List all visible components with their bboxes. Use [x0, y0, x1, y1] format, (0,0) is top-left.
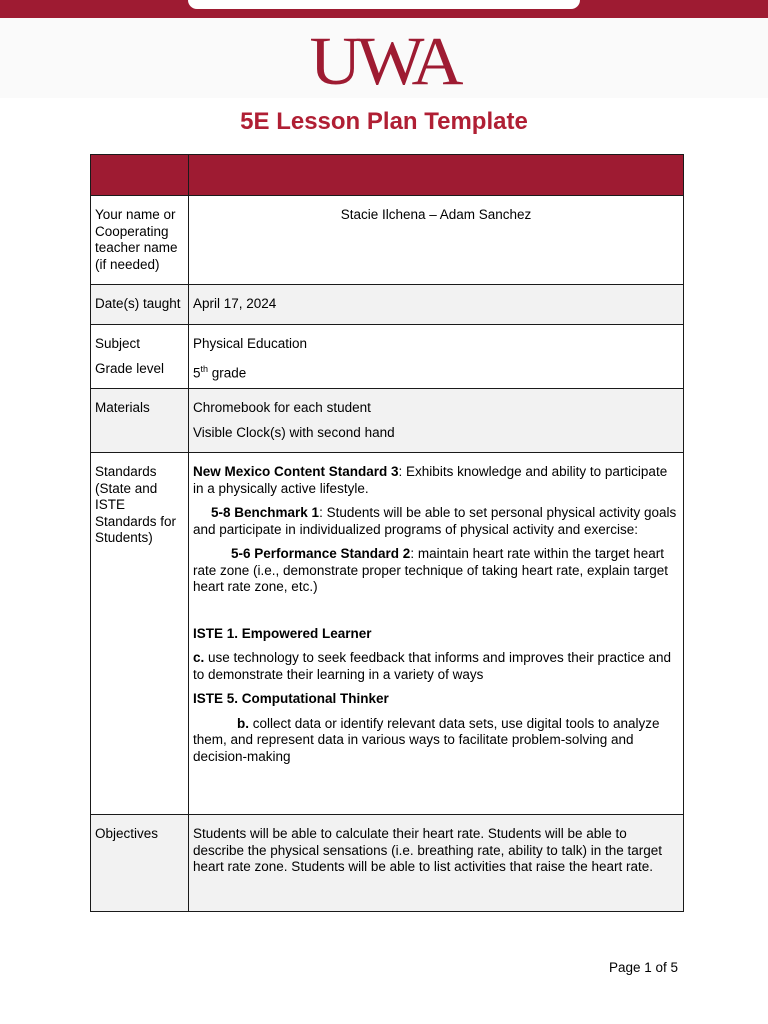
subject-label: Subject	[95, 336, 141, 351]
table-header-row	[91, 155, 684, 196]
iste-1-heading: ISTE 1. Empowered Learner	[193, 625, 372, 641]
header-cell-right	[189, 155, 684, 196]
row-name	[91, 196, 684, 285]
subject-value: Physical Education	[193, 336, 308, 351]
row-subject-grade	[91, 325, 684, 389]
standards-label: Standards (State and ISTE Standards for Students)	[91, 453, 189, 815]
iste-5-heading: ISTE 5. Computational Thinker	[193, 691, 389, 706]
subject-grade-labels	[91, 325, 189, 389]
objectives-label: Objectives	[91, 815, 189, 912]
name-label: Your name or Cooperating teacher name (if needed)	[91, 196, 189, 285]
row-objectives	[91, 815, 684, 912]
materials-item: Chromebook for each student	[193, 400, 371, 415]
objectives-value: Students will be able to calculate their heart rate. Students will be able to describe the physical sensations (i.e. breathing rate, ability to talk) in the target heart rate zone. Students will be able to list activities that raise the heart rate.	[189, 815, 684, 912]
date-label: Date(s) taught	[91, 285, 189, 325]
benchmark: 5-8 Benchmark 1: Students will be able to set personal physical activity goals and participate in individualized programs of physical activity and exercise:	[193, 505, 677, 537]
grade-label: Grade level	[95, 360, 165, 376]
grade-value: 5th grade	[193, 363, 247, 380]
materials-label: Materials	[91, 389, 189, 453]
uwa-logo: UWA	[309, 23, 459, 99]
banner-notch	[188, 0, 580, 9]
materials-value	[189, 389, 684, 453]
performance-standard: 5-6 Performance Standard 2: maintain heart rate within the target heart rate zone (i.e., demonstrate proper technique of taking heart rate, explain target heart rate zone, etc.)	[193, 546, 669, 594]
header-cell-left	[91, 155, 189, 196]
row-standards	[91, 453, 684, 815]
materials-item: Visible Clock(s) with second hand	[193, 424, 395, 440]
name-value: Stacie Ilchena – Adam Sanchez	[189, 196, 684, 285]
page-number: Page 1 of 5	[608, 960, 678, 975]
page-title: 5E Lesson Plan Template	[240, 108, 528, 135]
iste-5b: b. collect data or identify relevant data sets, use digital tools to analyze them, and represent data in various ways to facilitate problem-solving and decision-making	[193, 715, 660, 764]
nm-standard: New Mexico Content Standard 3: Exhibits knowledge and ability to participate in a physically active lifestyle.	[193, 464, 668, 496]
subject-grade-values	[189, 325, 684, 389]
date-value: April 17, 2024	[189, 285, 684, 325]
iste-1c: c. use technology to seek feedback that informs and improves their practice and to demonstrate their learning in a variety of ways	[193, 650, 672, 682]
lesson-plan-table	[90, 154, 684, 912]
row-materials	[91, 389, 684, 453]
standards-value	[189, 453, 684, 815]
row-date	[91, 285, 684, 325]
